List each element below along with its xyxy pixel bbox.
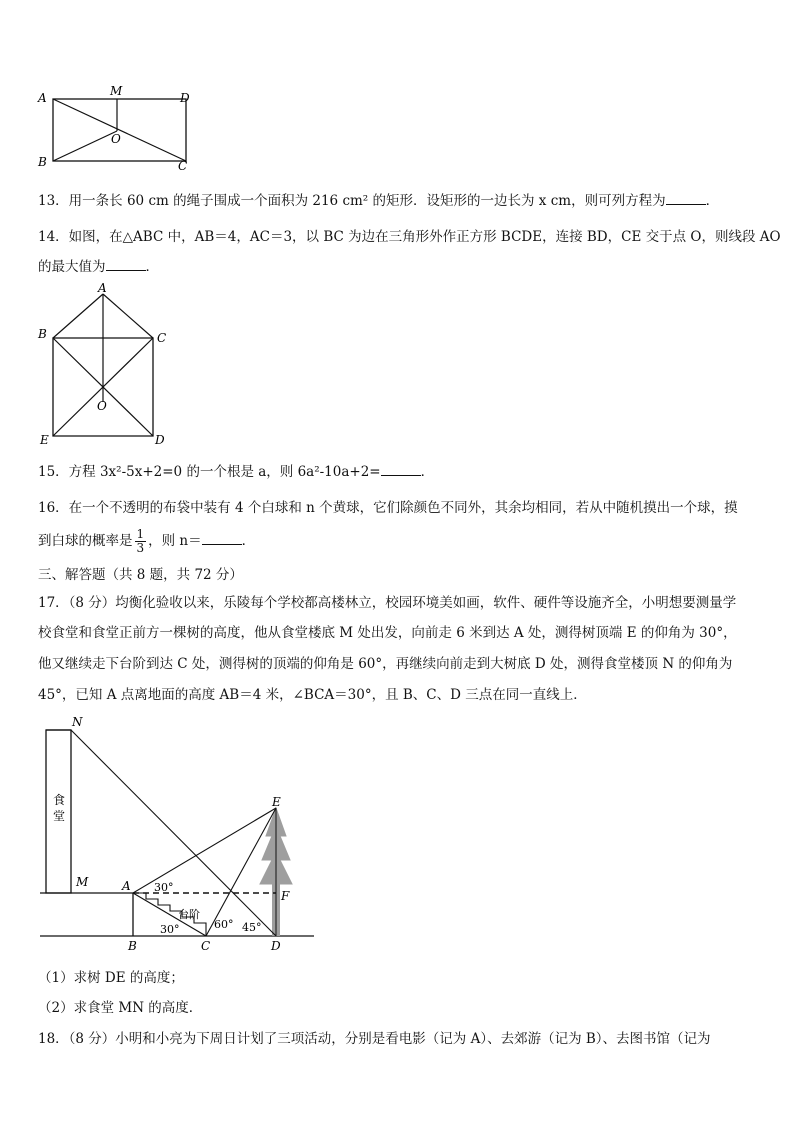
question-13	[38, 192, 719, 210]
label-e: E	[272, 795, 281, 809]
question-16-text-3: ，则 n＝	[148, 533, 202, 549]
steps-label: 台阶	[178, 908, 200, 921]
question-14-text-1: 14．如图，在△ABC 中，AB＝4，AC＝3，以 BC 为边在三角形外作正方形 BCDE，连接 BD，CE 交于点 O，则线段 AO	[38, 229, 781, 245]
label-o: O	[97, 399, 107, 413]
question-17-sub-2-text: （2）求食堂 MN 的高度．	[38, 1000, 203, 1016]
question-14-text-2: 的最大值为	[38, 259, 106, 275]
question-16-text-2: 到白球的概率是	[38, 533, 133, 549]
label-c: C	[178, 159, 188, 173]
label-b: B	[38, 155, 47, 169]
angle-45: 45°	[242, 921, 262, 934]
question-17-sub-2	[38, 999, 202, 1017]
fraction-numerator: 1	[136, 527, 145, 541]
question-14-line-2	[38, 258, 159, 276]
question-17-text-2: 校食堂和食堂正前方一棵树的高度，他从食堂楼底 M 处出发，向前走 6 米到达 A 处，测得树顶端 E 的仰角为 30°，	[38, 625, 737, 641]
label-a: A	[122, 879, 131, 893]
figure-rectangle-amdcbo	[34, 80, 204, 175]
question-14-line-1	[38, 228, 781, 246]
question-17-line-1	[38, 594, 736, 612]
label-c: C	[157, 331, 167, 345]
label-d: D	[180, 91, 190, 105]
answer-blank-14[interactable]	[106, 258, 146, 271]
label-n: N	[72, 715, 83, 729]
label-a: A	[98, 282, 107, 295]
canteen-label: 食堂	[53, 793, 66, 823]
label-e: E	[40, 433, 49, 447]
section-title-text: 三、解答题（共 8 题，共 72 分）	[38, 567, 243, 583]
question-13-end: ．	[705, 193, 720, 209]
answer-blank-16[interactable]	[202, 532, 242, 545]
label-m: M	[110, 84, 123, 98]
question-17-text-1: 17．（8 分）均衡化验收以来，乐陵每个学校都高楼林立，校园环境美如画，软件、硬件等设施齐全，小明想要测量学	[38, 595, 737, 611]
question-16-line-1	[38, 499, 738, 517]
question-17-line-4	[38, 686, 587, 704]
answer-blank-15[interactable]	[381, 463, 421, 476]
angle-60: 60°	[214, 918, 234, 931]
question-17-text-3: 他又继续走下台阶到达 C 处，测得树的顶端的仰角是 60°，再继续向前走到大树底 D 处，测得食堂楼顶 N 的仰角为	[38, 656, 733, 672]
question-13-text: 13．用一条长 60 cm 的绳子围成一个面积为 216 cm² 的矩形．设矩形的一边长为 x cm，则可列方程为	[38, 193, 666, 209]
label-c: C	[201, 939, 211, 953]
figure-triangle-square	[34, 282, 184, 447]
answer-blank-13[interactable]	[666, 192, 706, 205]
question-16-end: ．	[241, 533, 256, 549]
question-17-sub-1	[38, 969, 184, 987]
figure-canteen-tree	[36, 712, 326, 957]
angle-30-top: 30°	[154, 881, 174, 894]
question-17-sub-1-text: （1）求树 DE 的高度；	[38, 970, 184, 986]
label-a: A	[38, 91, 47, 105]
label-b: B	[128, 939, 137, 953]
question-17-text-4: 45°，已知 A 点离地面的高度 AB＝4 米，∠BCA＝30°，且 B、C、D 三点在同一直线上．	[38, 687, 587, 703]
question-16-text-1: 16．在一个不透明的布袋中装有 4 个白球和 n 个黄球，它们除颜色不同外，其余均相同，若从中随机摸出一个球，摸	[38, 500, 738, 516]
question-18-line-1	[38, 1030, 711, 1048]
label-f: F	[281, 889, 290, 903]
label-d: D	[155, 433, 165, 447]
question-18-text-1: 18．（8 分）小明和小亮为下周日计划了三项活动，分别是看电影（记为 A）、去郊游（记为 B）、去图书馆（记为	[38, 1031, 711, 1047]
section-title	[38, 566, 243, 584]
question-17-line-3	[38, 655, 732, 673]
question-17-line-2	[38, 624, 737, 642]
label-o: O	[111, 132, 121, 146]
question-14-end: ．	[145, 259, 159, 275]
angle-30-bottom: 30°	[160, 923, 180, 936]
question-15-end: ．	[420, 464, 435, 480]
fraction-one-third	[135, 528, 147, 555]
question-16-line-2	[38, 526, 255, 556]
label-m: M	[76, 875, 89, 889]
label-b: B	[38, 327, 47, 341]
label-d: D	[271, 939, 281, 953]
question-15-text: 15．方程 3x²-5x+2=0 的一个根是 a，则 6a²-10a+2=	[38, 464, 381, 480]
fraction-denominator: 3	[136, 541, 145, 555]
question-15	[38, 463, 434, 481]
